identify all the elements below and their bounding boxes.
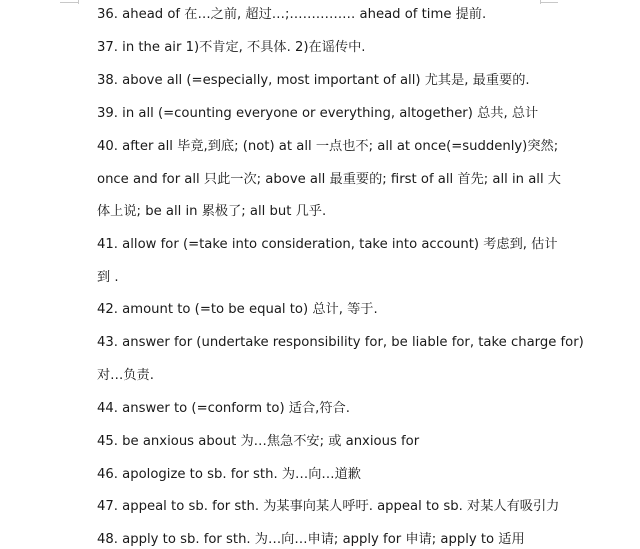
- text-line: 48. apply to sb. for sth. 为…向…申请; apply for 申请; apply to 适用: [97, 532, 525, 547]
- text-line: 47. appeal to sb. for sth. 为某事向某人呼吁. appeal to sb. 对某人有吸引力: [97, 499, 560, 514]
- text-line: 42. amount to (=to be equal to) 总计, 等于.: [97, 302, 378, 317]
- page-corner-tick-right: [540, 0, 541, 4]
- page-corner-tick-left: [78, 0, 79, 4]
- text-line: 43. answer for (undertake responsibility for, be liable for, take charge for): [97, 335, 584, 350]
- text-line: 45. be anxious about 为…焦急不安; 或 anxious for: [97, 434, 420, 449]
- text-line: 40. after all 毕竟,到底; (not) at all 一点也不; all at once(=suddenly)突然;: [97, 139, 559, 154]
- page-corner-mark-right: [540, 2, 558, 3]
- text-line: once and for all 只此一次; above all 最重要的; first of all 首先; all in all 大: [97, 172, 561, 187]
- text-line: 37. in the air 1)不肯定, 不具体. 2)在谣传中.: [97, 40, 366, 55]
- page-corner-mark-left: [60, 2, 78, 3]
- text-line: 体上说; be all in 累极了; all but 几乎.: [97, 204, 327, 219]
- text-line: 46. apologize to sb. for sth. 为…向…道歉: [97, 467, 361, 482]
- text-line: 41. allow for (=take into consideration, take into account) 考虑到, 估计: [97, 237, 558, 252]
- text-line: 到 .: [97, 270, 119, 285]
- text-line: 38. above all (=especially, most important of all) 尤其是, 最重要的.: [97, 73, 530, 88]
- text-line: 44. answer to (=conform to) 适合,符合.: [97, 401, 350, 416]
- text-line: 39. in all (=counting everyone or everything, altogether) 总共, 总计: [97, 106, 539, 121]
- text-line: 36. ahead of 在…之前, 超过…;…………… ahead of time 提前.: [97, 7, 487, 22]
- text-line: 对…负责.: [97, 368, 154, 383]
